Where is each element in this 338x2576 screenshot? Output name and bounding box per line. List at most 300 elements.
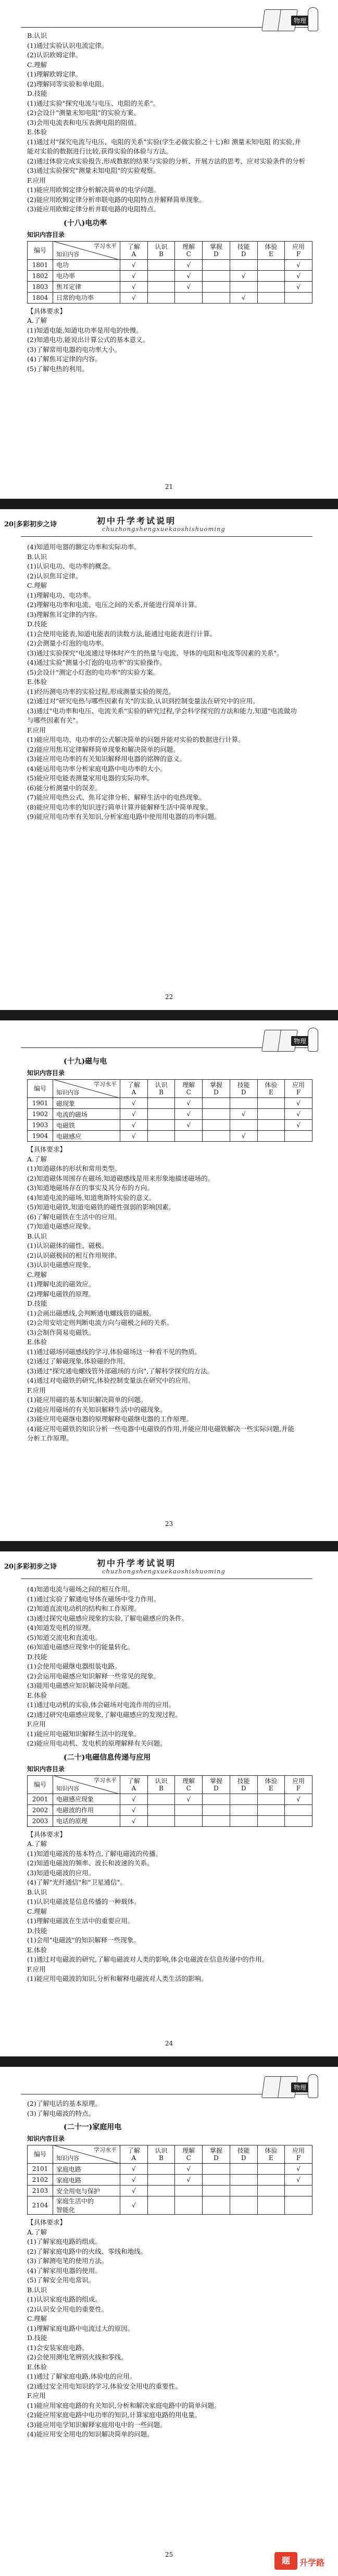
level-name: 认识	[155, 2147, 168, 2154]
row-mark: √	[230, 270, 257, 281]
text-line: (4)能应用电磁铁的知识分析一些电器中电磁铁的作用,并能应用电磁铁解决一些实际问题,并能	[27, 1424, 295, 1433]
page-3-content	[27, 1053, 312, 1444]
text-line: (5)了解电热的利用。	[27, 364, 89, 373]
row-mark	[257, 1804, 285, 1815]
text-line: (4)知道电流的磁场,知道奥斯特实验的意义。	[27, 1193, 156, 1202]
row-item: 家庭生活中的 智能化	[53, 2196, 120, 2215]
header-level	[230, 241, 257, 259]
level-letter: E	[268, 1089, 273, 1096]
text-line: (5)会设计"测定小灯泡的电功率"的实验方案。	[27, 668, 160, 676]
header-corner	[53, 1080, 120, 1098]
text-line: A.了解	[27, 1155, 47, 1163]
text-line: (5)知道交流电和直流电。	[27, 1633, 102, 1641]
text-line: (1)能应用电磁知识解释生活中的现象。	[27, 1729, 141, 1738]
text-line: D.技能	[27, 90, 47, 97]
text-line: C.理解	[27, 60, 47, 69]
header-level	[203, 1775, 230, 1794]
text-line: (4)知道发电机的原理。	[27, 1624, 95, 1632]
corner-cell	[54, 1080, 119, 1097]
text-line: (4)能应用安全用电的知识解决简单的问题。	[27, 2430, 154, 2438]
row-code: 1803	[28, 281, 53, 292]
logo-tag: 物理	[291, 1036, 309, 1046]
requirements-text-b	[27, 307, 312, 374]
corner-level-label: 学习水平	[94, 242, 117, 249]
row-mark	[203, 292, 230, 303]
text-line: (2)理解电功率和电流、电压之间的关系,并能进行简单计算。	[27, 601, 202, 609]
row-item: 电磁波的作用	[53, 1804, 120, 1815]
text-line: B.认识	[27, 552, 47, 561]
header-title: 初中升学考试说明	[97, 1558, 177, 1568]
row-mark	[175, 1815, 203, 1826]
table-caption: 知识内容目录	[27, 231, 65, 238]
row-mark: √	[230, 1131, 257, 1142]
table-row	[28, 1794, 312, 1804]
text-line: 【具体要求】	[27, 2218, 67, 2226]
table-caption: 知识内容目录	[27, 2135, 65, 2142]
text-line: F.应用	[27, 176, 46, 184]
text-line: (4)通过实验"测量小灯泡的电功率"的实验操作。	[27, 659, 166, 666]
text-line: (3)通过"探究通电螺线管外部磁场的方向",了解科学探究的方法。	[27, 1367, 214, 1375]
person-figure-icon	[308, 1028, 318, 1052]
row-mark	[230, 1815, 257, 1826]
table-row	[28, 292, 312, 303]
header-level	[120, 1080, 148, 1098]
text-line: (1)理解电磁波在生活中的重要应用。	[27, 1917, 134, 1925]
text-line: (3)会制作简易电磁铁。	[27, 1328, 95, 1336]
page-3	[0, 1020, 338, 1541]
row-mark	[285, 1804, 312, 1815]
page-number: 22	[165, 993, 173, 1001]
header-level	[257, 241, 285, 259]
knowledge-table	[27, 2145, 312, 2215]
level-name: 技能	[237, 2147, 250, 2154]
row-mark	[147, 2175, 175, 2186]
page-number: 25	[165, 2551, 173, 2558]
person-figure-icon	[308, 7, 318, 31]
table-caption: 知识内容目录	[27, 1069, 65, 1077]
row-item: 电功率	[53, 270, 120, 281]
text-line: (3)知道电磁波的应用。	[27, 1868, 95, 1877]
row-mark	[175, 292, 203, 303]
row-mark: √	[120, 2175, 148, 2186]
header-corner	[53, 241, 120, 259]
text-line: 能对实验的数据进行比较,获得实验的体验与方法。	[27, 147, 172, 155]
text-line: 【具体要求】	[27, 1830, 67, 1838]
row-mark	[285, 292, 312, 303]
text-line: (6)了解电磁铁在生活中的应用。	[27, 1213, 121, 1221]
page-5-content	[27, 2099, 312, 2440]
text-line: (1)认识电功、电功率的概念。	[27, 562, 115, 570]
row-mark	[175, 2186, 203, 2196]
level-letter: F	[296, 1784, 301, 1792]
row-mark: √	[175, 1109, 203, 1120]
text-line: (3)会用电流表和电压表测电阻的阻值。	[27, 118, 141, 127]
level-letter: A	[131, 1784, 136, 1792]
header-level	[175, 2145, 203, 2164]
text-line: (1)认识家庭电路的组成。	[27, 2295, 102, 2303]
row-mark	[147, 2196, 175, 2215]
text-line: (6)知道电磁感应现象中的能量转化。	[27, 1643, 134, 1651]
text-line: (2)了解家庭电路中的火线、零线和地线。	[27, 2247, 147, 2255]
row-item: 电功	[53, 259, 120, 270]
table-row	[28, 1109, 312, 1120]
row-mark	[257, 1815, 285, 1826]
row-mark: √	[175, 1120, 203, 1131]
row-mark	[230, 1098, 257, 1109]
level-name: 认识	[155, 1081, 168, 1089]
row-mark	[257, 270, 285, 281]
level-letter: C	[186, 1089, 191, 1096]
requirements-text-b	[27, 2218, 312, 2440]
level-letter: F	[296, 250, 301, 258]
text-line: (2)通过了解磁现象,体验磁的作用。	[27, 1357, 130, 1365]
text-line: (3)了解测电笔的使用方法。	[27, 2257, 108, 2265]
level-name: 了解	[127, 2147, 140, 2154]
row-mark	[147, 2164, 175, 2175]
text-line: (1)经历测电功率的实验过程,形成测量实验的规范。	[27, 687, 176, 696]
table-caption: 知识内容目录	[27, 1765, 65, 1773]
header-rule	[21, 536, 312, 537]
text-line: (4)通过对电磁铁的研究,体验控制变量法在研究中的应用。	[27, 1377, 195, 1384]
row-mark	[147, 1794, 175, 1804]
level-letter: D	[241, 1784, 246, 1792]
row-mark	[257, 1120, 285, 1131]
text-line: (1)认识电磁波是信息传播的一种载体。	[27, 1898, 141, 1905]
text-line: (2)能应用焦耳定律解释简单现象和解决简单的问题。	[27, 745, 180, 753]
text-line: (2)理解电磁铁的原理。	[27, 1290, 95, 1298]
corner-cell	[54, 1776, 119, 1794]
level-letter: B	[159, 250, 164, 258]
level-name: 体验	[265, 1081, 278, 1089]
header-level	[285, 1775, 312, 1794]
logo-tag: 物理	[291, 2082, 309, 2092]
row-mark	[230, 259, 257, 270]
text-line: (1)理解电流的磁效应。	[27, 1280, 95, 1288]
text-line: 【具体要求】	[27, 1145, 67, 1153]
section-title: (十九)磁与电	[64, 1057, 107, 1066]
row-mark	[147, 2186, 175, 2196]
row-mark: √	[120, 2196, 148, 2215]
row-mark: √	[285, 281, 312, 292]
table-row	[28, 1098, 312, 1109]
text-line: (2)会使用测电笔辨别火线和零线。	[27, 2353, 128, 2361]
text-line: F.应用	[27, 726, 46, 734]
text-line: F.应用	[27, 1386, 46, 1394]
level-name: 掌握	[209, 2147, 222, 2154]
header-pinyin: chuzhongshengxuekaoshishuoming	[102, 1568, 226, 1575]
text-line: (1)能应用欧姆定律分析解决简单的电学问题。	[27, 186, 160, 194]
text-line: (1)会安装家庭电路。	[27, 2343, 89, 2352]
row-mark: √	[175, 270, 203, 281]
text-line: F.应用	[27, 2392, 46, 2400]
row-mark	[285, 2186, 312, 2196]
text-line: (3)能应用电功率的有关知识解释用电器的铭牌的意义。	[27, 755, 186, 763]
row-item: 电话的原理	[53, 1815, 120, 1826]
text-line: E.体验	[27, 678, 47, 686]
text-line: E.体验	[27, 128, 47, 136]
level-name: 理解	[182, 243, 195, 250]
row-mark: √	[120, 1815, 148, 1826]
row-mark: √	[175, 2175, 203, 2186]
row-code: 2101	[28, 2164, 53, 2175]
watermark-badge: 题	[274, 2552, 297, 2570]
level-name: 应用	[292, 243, 305, 250]
header-mark: 20|多彩初步之诗	[4, 1563, 57, 1571]
text-line: (1)会使用电能表,知道电能表的读数方法,能通过电能表进行计算。	[27, 629, 217, 638]
text-line: (1)通过实验认识电流定律。	[27, 41, 108, 49]
corner-content-label: 知识内容	[56, 250, 79, 258]
row-mark	[230, 2175, 257, 2186]
text-line: (3)理解焦耳定律的内容。	[27, 610, 102, 618]
row-mark	[230, 1804, 257, 1815]
text-line: (1)能应用电功、电功率的公式解决简单的问题并能对实验的数据进行计算。	[27, 736, 245, 743]
requirements-text-b	[27, 1830, 312, 1984]
level-letter: C	[186, 250, 191, 258]
text-line: (4)了解家用电器的使用。	[27, 2266, 102, 2275]
level-name: 应用	[292, 2147, 305, 2154]
header-code: 编号	[28, 241, 53, 259]
text-line: A.了解	[27, 2228, 47, 2236]
text-line: 分析工作原理。	[27, 1434, 73, 1442]
level-letter: F	[296, 1089, 301, 1096]
text-line: (2)能应用欧姆定律分析串联电路的电阻特点并解释简单现象。	[27, 195, 206, 204]
text-line: (3)通过实验探究"测量未知电阻"的实验观察。	[27, 167, 160, 174]
text-line: (5)了解安全用电常识。	[27, 2276, 95, 2284]
text-line: (3)知道地磁场存在的事实及其分布的方向。	[27, 1184, 154, 1192]
row-mark	[230, 2164, 257, 2175]
row-mark	[147, 1804, 175, 1815]
row-mark: √	[120, 292, 148, 303]
row-item: 电磁感应现象	[53, 1794, 120, 1804]
level-name: 体验	[265, 243, 278, 250]
text-line: (3)认识电磁感应现象。	[27, 1261, 95, 1269]
watermark-logo	[274, 2551, 327, 2572]
row-mark	[203, 1794, 230, 1804]
row-mark	[230, 2196, 257, 2215]
page-separator	[0, 499, 338, 509]
text-line: (2)通过对"研究电热与哪些因素有关"的实验,认识到控制变量法在研究中的应用。	[27, 697, 259, 705]
row-mark	[175, 1804, 203, 1815]
row-mark	[203, 2186, 230, 2196]
corner-level-label: 学习水平	[94, 1081, 117, 1088]
level-letter: D	[214, 250, 219, 258]
row-code: 1901	[28, 1098, 53, 1109]
section-title: (二十)电磁信息传递与应用	[64, 1753, 151, 1762]
row-mark	[203, 1131, 230, 1142]
row-code: 2102	[28, 2175, 53, 2186]
text-line: (1)通过对"探究电流与电压、电阻的关系"实验(学生必做实验之十七)和 测量未知电阻 的实验,并	[27, 137, 301, 146]
text-line: (4)了解焦耳定律的内容。	[27, 355, 102, 363]
page-header	[0, 1551, 338, 1590]
row-code: 1802	[28, 270, 53, 281]
text-line: (1)认识磁体的磁性、磁极。	[27, 1242, 108, 1249]
row-mark: √	[285, 1098, 312, 1109]
header-level	[257, 1080, 285, 1098]
level-name: 应用	[292, 1777, 305, 1785]
row-mark: √	[285, 270, 312, 281]
level-name: 理解	[182, 1777, 195, 1785]
level-name: 体验	[265, 2147, 278, 2154]
row-mark	[203, 1098, 230, 1109]
text-line: D.技能	[27, 620, 47, 628]
table-row	[28, 2186, 312, 2196]
corner-content-label: 知识内容	[56, 2155, 79, 2162]
header-code: 编号	[28, 2145, 53, 2164]
text-line: C.理解	[27, 2315, 47, 2322]
level-letter: D	[241, 1089, 246, 1096]
row-mark	[230, 1120, 257, 1131]
row-mark: √	[285, 2164, 312, 2175]
row-mark	[147, 292, 175, 303]
header-level	[175, 1775, 203, 1794]
knowledge-table	[27, 241, 312, 304]
text-line: (2)通过安全用电知识的学习,体验安全用电的重要性。	[27, 2382, 182, 2390]
row-mark	[203, 281, 230, 292]
header-level	[257, 2145, 285, 2164]
row-mark	[285, 1131, 312, 1142]
header-level	[147, 2145, 175, 2164]
requirements-text-a	[27, 1585, 312, 1749]
row-mark: √	[285, 1109, 312, 1120]
text-line: (4)了解"光纤通信"和"卫星通信"。	[27, 1878, 127, 1886]
text-line: 【具体要求】	[27, 307, 67, 315]
text-line: (1)通过对电磁波的研究,了解电磁波对人类的影响,体会电磁波在信息传递中的作用。	[27, 1955, 269, 1963]
header-level	[147, 1080, 175, 1098]
text-line: (1)知道磁体的形状和常用类型。	[27, 1165, 121, 1172]
row-mark	[257, 259, 285, 270]
header-level	[285, 1080, 312, 1098]
row-mark: √	[175, 2164, 203, 2175]
level-letter: E	[268, 2154, 273, 2162]
text-line: C.理解	[27, 582, 47, 589]
header-level	[203, 241, 230, 259]
row-mark: √	[120, 281, 148, 292]
text-line: (2)会运用电磁感应知识解释一些常见的现象。	[27, 1672, 160, 1680]
text-line: (2)认识安全用电的重要性。	[27, 2305, 108, 2313]
level-letter: B	[159, 1784, 164, 1792]
row-mark: √	[120, 1098, 148, 1109]
level-name: 掌握	[209, 1777, 222, 1785]
level-name: 理解	[182, 1081, 195, 1089]
text-line: D.技能	[27, 1926, 47, 1935]
row-mark: √	[285, 1794, 312, 1804]
table-row	[28, 270, 312, 281]
row-code: 1904	[28, 1131, 53, 1142]
table-row	[28, 1120, 312, 1131]
row-mark	[203, 1804, 230, 1815]
text-line: (1)能应用电磁波的知识,分析和解释电磁波对人类生活的影响。	[27, 1975, 208, 1982]
text-line: E.体验	[27, 2363, 47, 2371]
level-letter: E	[268, 1784, 273, 1792]
text-line: (5)能应用电能表测量家用电器的实际功率。	[27, 774, 154, 782]
row-mark: √	[120, 270, 148, 281]
header-code: 编号	[28, 1775, 53, 1794]
row-mark: √	[120, 1120, 148, 1131]
text-line: (2)认识欧姆定律。	[27, 51, 82, 59]
text-line: (1)理解家庭电路中电流过大的原因。	[27, 2324, 134, 2332]
knowledge-table	[27, 1079, 312, 1142]
header-title: 初中升学考试说明	[97, 516, 177, 526]
text-line: (3)能应用电磁继电器的原理解释电磁继电器的工作原理。	[27, 1415, 193, 1423]
table-row	[28, 1131, 312, 1142]
row-mark: √	[230, 292, 257, 303]
row-mark	[257, 1098, 285, 1109]
header-level	[230, 1775, 257, 1794]
header-level	[203, 1080, 230, 1098]
row-mark	[203, 1815, 230, 1826]
text-line: (2)通过研究电磁感应现象,了解电磁感应的发现过程。	[27, 1710, 182, 1719]
row-mark	[285, 1815, 312, 1826]
text-line: (1)会画出磁感线,会判断通电螺线管的磁极。	[27, 1309, 156, 1317]
row-mark	[147, 1109, 175, 1120]
row-mark	[203, 259, 230, 270]
header-level	[120, 241, 148, 259]
text-line: (1)通过实验了解通电导体在磁场中受力作用。	[27, 1595, 160, 1603]
row-mark	[285, 2196, 312, 2215]
text-line: (1)了解家庭电路的组成。	[27, 2238, 102, 2245]
text-line: (2)会用安培定则判断电流方向与磁极之间的关系。	[27, 1319, 173, 1327]
text-line: (8)能应用电功率的知识进行简单计算并能解释生活中简单现象。	[27, 803, 212, 811]
requirements-text	[27, 542, 312, 822]
level-letter: D	[241, 250, 246, 258]
table-row	[28, 1815, 312, 1826]
level-name: 技能	[237, 1081, 250, 1089]
text-line: A.了解	[27, 317, 47, 324]
text-line: (1)通过磁场同磁感线的学习,体验磁场这一种看不见的物质。	[27, 1347, 202, 1356]
level-name: 理解	[182, 2147, 195, 2154]
row-code: 2104	[28, 2196, 53, 2215]
text-line: (2)通过体验完成实验报告,形成数据的结果与实验的分析、开展方法的思考、应对实验条件的分析	[27, 157, 306, 165]
text-line: (7)能应用电热公式、焦耳定律分析、解释生活中的电热现象。	[27, 793, 206, 801]
row-item: 安全用电与保护	[53, 2186, 120, 2196]
book-logo-icon	[263, 2071, 320, 2102]
header-level	[230, 1080, 257, 1098]
text-line: D.技能	[27, 1652, 47, 1661]
row-mark	[175, 1131, 203, 1142]
table-row	[28, 2164, 312, 2175]
text-line: A.了解	[27, 1840, 47, 1848]
row-mark	[257, 1131, 285, 1142]
header-level	[120, 1775, 148, 1794]
text-line: (2)能应用家庭电路中电功率的知识,计算家庭电路的用电量。	[27, 2411, 202, 2419]
page-separator	[0, 1010, 338, 1020]
text-line: (3)能用电磁感应知识解决简单问题。	[27, 1682, 134, 1689]
row-item: 电磁铁	[53, 1120, 120, 1131]
requirements-text-a	[27, 2099, 312, 2118]
header-level	[203, 2145, 230, 2164]
section-title: (十八)电功率	[64, 219, 107, 228]
level-name: 了解	[127, 243, 140, 250]
text-line: (6)能分析测量中的误差。	[27, 784, 102, 792]
level-letter: C	[186, 2154, 191, 2162]
row-mark: √	[175, 1794, 203, 1804]
header-pinyin: chuzhongshengxuekaoshishuoming	[102, 525, 226, 533]
row-mark	[203, 2196, 230, 2215]
text-line: B.认识	[27, 1888, 47, 1896]
text-line: (1)通过实验"探究电流与电压、电阻的关系"。	[27, 99, 160, 107]
page-4-content	[27, 1585, 312, 1984]
text-line: (1)理解欧姆定律。	[27, 70, 82, 78]
text-line: (3)通过实验探究"电流通过导体时产生的热量与电流、导体的电阻和电流等因素的关系"。	[27, 649, 283, 657]
page-1	[0, 0, 338, 500]
page-number: 23	[165, 1520, 173, 1527]
text-line: (7)知道电磁感应现象。	[27, 1222, 95, 1230]
row-mark	[257, 2175, 285, 2186]
level-letter: C	[186, 1784, 191, 1792]
page-2-content	[27, 542, 312, 822]
text-line: (2)会测量小灯泡的电功率。	[27, 639, 108, 647]
row-mark	[147, 1120, 175, 1131]
